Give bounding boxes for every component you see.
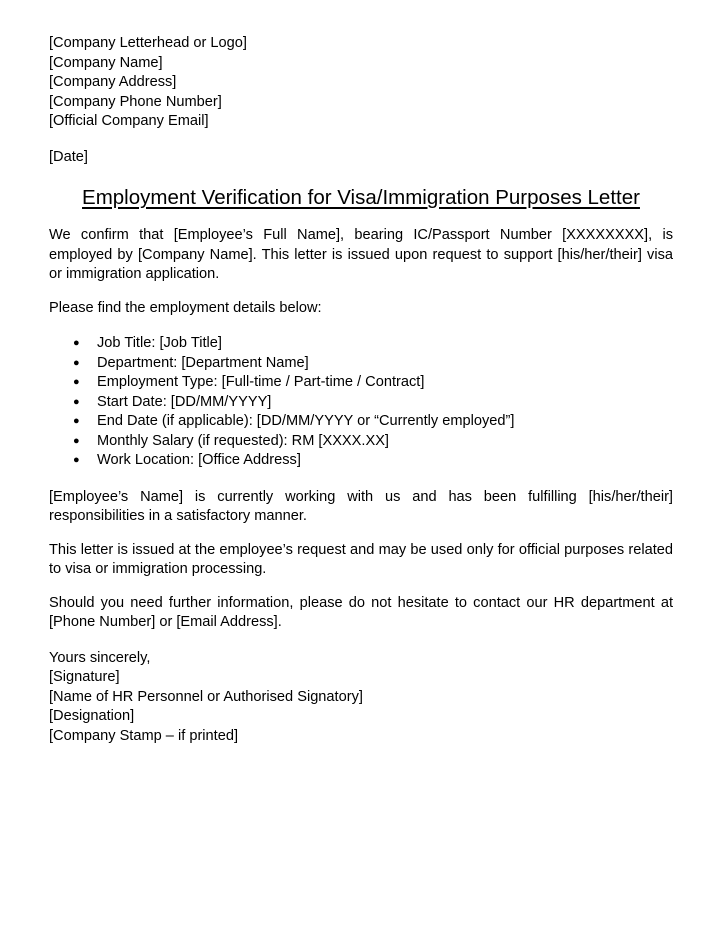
purpose-paragraph: This letter is issued at the employee’s request and may be used only for official purposes related to visa or immigration processing. xyxy=(49,541,673,577)
company-email: [Official Company Email] xyxy=(49,113,209,129)
company-name: [Company Name] xyxy=(49,54,163,71)
company-address: [Company Address] xyxy=(49,74,177,90)
signatory-name: [Name of HR Personnel or Authorised Signatory] xyxy=(49,688,363,705)
list-item xyxy=(49,373,673,393)
bullet-icon: ● xyxy=(73,376,80,388)
bullet-icon: ● xyxy=(73,337,80,349)
list-item xyxy=(49,412,673,432)
status-paragraph: [Employee’s Name] is currently working with us and has been fulfilling [his/her/their] responsibilities in a satisfactory manner. xyxy=(49,488,673,524)
company-stamp-placeholder: [Company Stamp – if printed] xyxy=(49,727,238,744)
detail-monthly-salary: Monthly Salary (if requested): RM [XXXX.XX] xyxy=(97,432,389,449)
list-item xyxy=(49,354,673,374)
bullet-icon: ● xyxy=(73,395,80,408)
list-item xyxy=(49,432,673,452)
detail-job-title: Job Title: [Job Title] xyxy=(97,335,222,351)
contact-paragraph: Should you need further information, please do not hesitate to contact our HR department at [Phone Number] or [Email Address]. xyxy=(49,594,673,630)
bullet-icon: ● xyxy=(73,415,80,427)
company-phone: [Company Phone Number] xyxy=(49,93,222,110)
signoff-block xyxy=(49,649,673,747)
signature-placeholder: [Signature] xyxy=(49,669,120,685)
signatory-designation: [Designation] xyxy=(49,708,135,724)
list-item xyxy=(49,451,673,471)
intro-paragraph: We confirm that [Employee’s Full Name], bearing IC/Passport Number [XXXXXXXX], is employed by [Company Name]. This letter is issued upon request to support [his/her/their] visa or immigration application. xyxy=(49,227,673,282)
company-logo-placeholder: [Company Letterhead or Logo] xyxy=(49,35,247,51)
detail-employment-type: Employment Type: [Full-time / Part-time / Contract] xyxy=(97,374,425,390)
bullet-icon: ● xyxy=(73,356,80,369)
detail-work-location: Work Location: [Office Address] xyxy=(97,452,301,468)
detail-start-date: Start Date: [DD/MM/YYYY] xyxy=(97,393,272,410)
closing: Yours sincerely, xyxy=(49,649,151,666)
details-intro: Please find the employment details below: xyxy=(49,299,322,316)
letter-date: [Date] xyxy=(49,148,88,165)
list-item xyxy=(49,334,673,354)
bullet-icon: ● xyxy=(73,434,80,447)
letter-title: Employment Verification for Visa/Immigration Purposes Letter xyxy=(82,186,640,209)
detail-department: Department: [Department Name] xyxy=(97,354,309,371)
detail-end-date: End Date (if applicable): [DD/MM/YYYY or “Currently employed”] xyxy=(97,413,515,429)
employment-details-list xyxy=(49,334,673,471)
letterhead xyxy=(49,34,673,132)
list-item xyxy=(49,393,673,413)
bullet-icon: ● xyxy=(73,454,80,466)
